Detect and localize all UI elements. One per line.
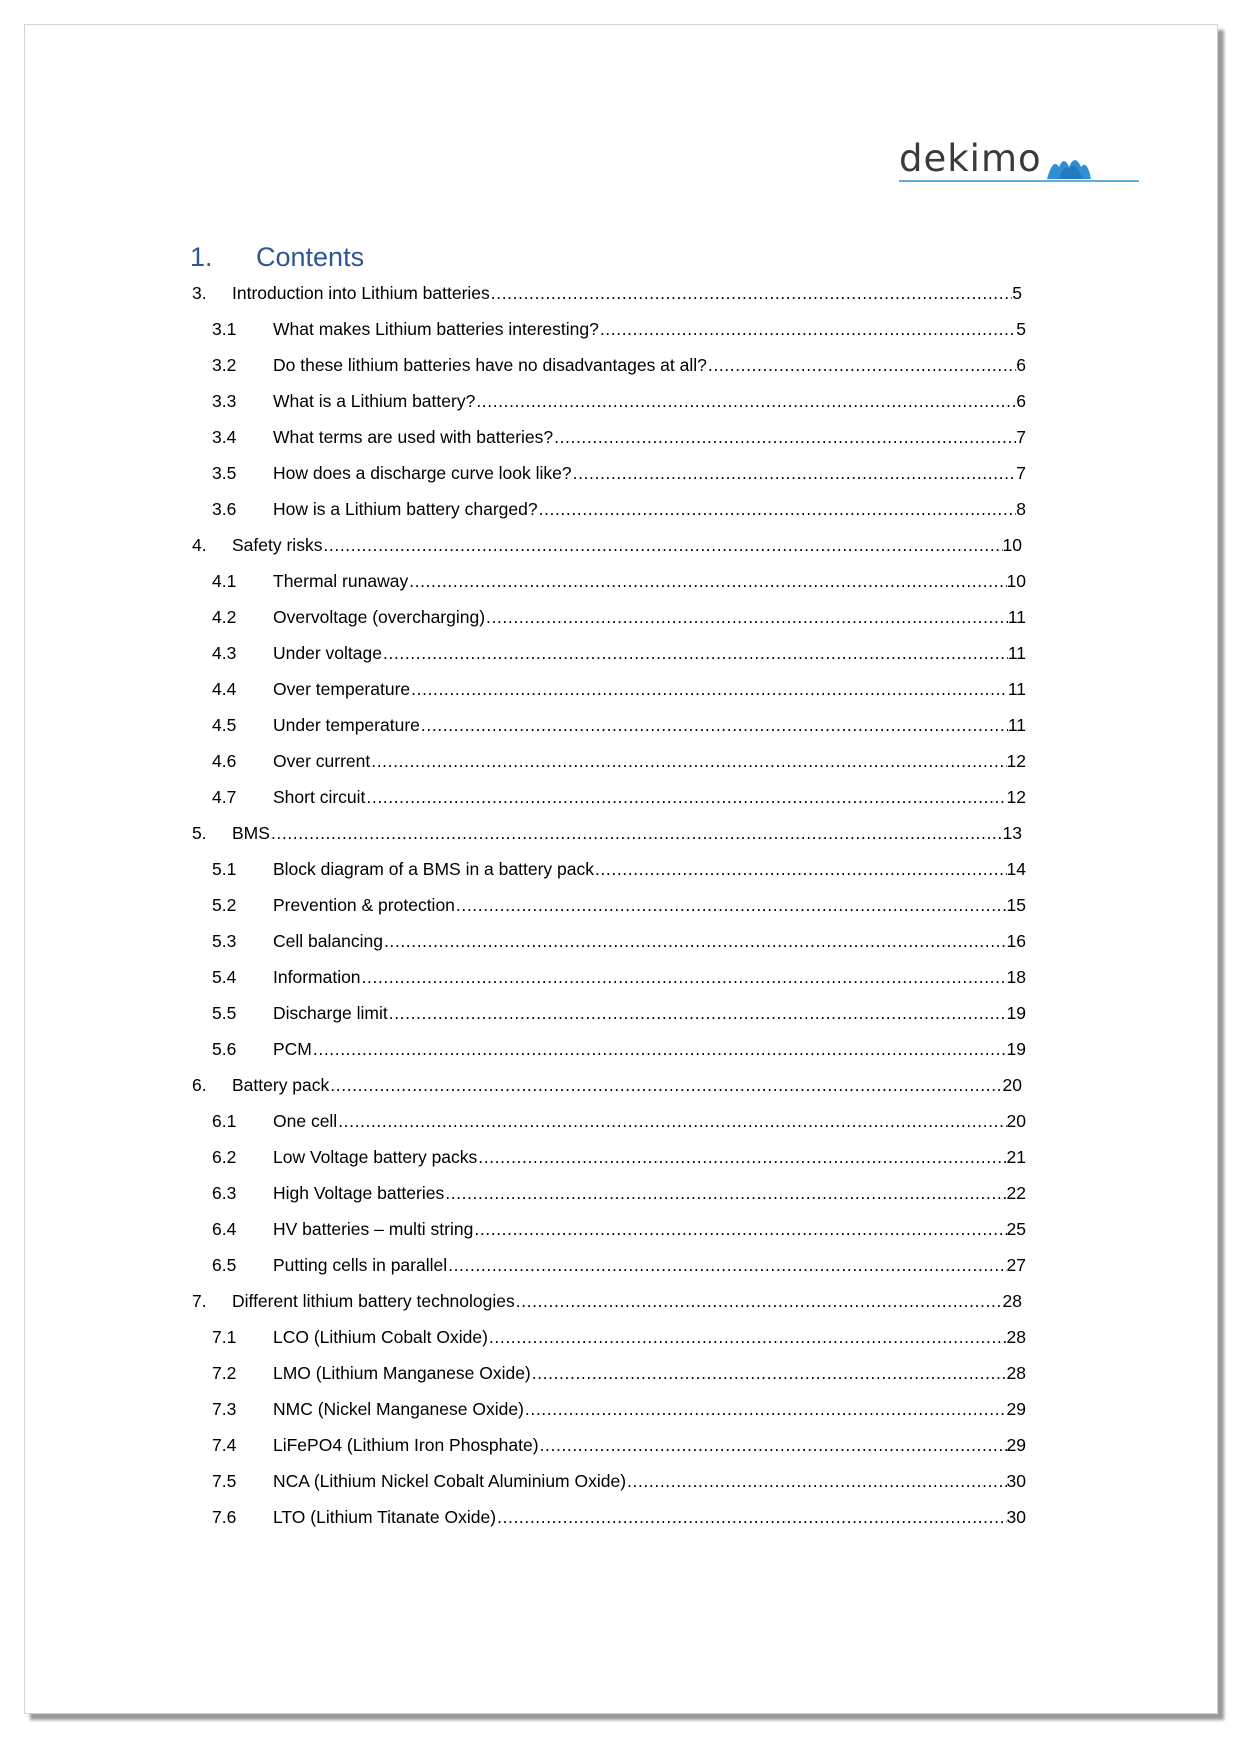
toc-dot-leader	[337, 1107, 1006, 1135]
toc-entry-title: Under temperature	[273, 715, 420, 735]
toc-entry-number: 3.	[192, 283, 207, 303]
toc-dot-leader	[444, 1179, 1006, 1207]
toc-entry-page: 6	[1016, 391, 1026, 411]
toc-entry[interactable]	[212, 459, 1026, 487]
toc-entry-number: 3.2	[212, 355, 237, 375]
toc-entry-page: 11	[1007, 607, 1026, 627]
toc-entry-number: 7.1	[212, 1327, 237, 1347]
toc-entry-number: 7.5	[212, 1471, 237, 1491]
toc-entry-page: 11	[1007, 715, 1026, 735]
toc-dot-leader	[553, 423, 1016, 451]
toc-entry-number: 4.1	[212, 571, 237, 591]
toc-dot-leader	[599, 315, 1016, 343]
toc-entry[interactable]	[212, 963, 1026, 991]
toc-entry[interactable]	[212, 1323, 1026, 1351]
toc-entry-number: 5.3	[212, 931, 237, 951]
toc-entry[interactable]	[212, 1359, 1026, 1387]
toc-entry-number: 4.6	[212, 751, 237, 771]
toc-entry[interactable]	[212, 711, 1026, 739]
toc-entry-number: 4.7	[212, 787, 237, 807]
toc-entry-page: 6	[1016, 355, 1026, 375]
toc-entry-title: PCM	[273, 1039, 312, 1059]
toc-entry-title: Over current	[273, 751, 371, 771]
toc-entry-page: 28	[1002, 1291, 1022, 1311]
toc-entry-page: 5	[1016, 319, 1026, 339]
toc-dot-leader	[322, 531, 1002, 559]
toc-entry[interactable]	[212, 1035, 1026, 1063]
toc-dot-leader	[477, 1143, 1006, 1171]
toc-entry-title: NMC (Nickel Manganese Oxide)	[273, 1399, 524, 1419]
toc-dot-leader	[473, 1215, 1006, 1243]
toc-entry[interactable]	[212, 639, 1026, 667]
toc-entry-title: NCA (Lithium Nickel Cobalt Aluminium Oxide)	[273, 1471, 627, 1491]
toc-entry[interactable]	[192, 531, 1022, 559]
toc-entry-number: 7.3	[212, 1399, 237, 1419]
toc-entry-title: Introduction into Lithium batteries	[232, 283, 490, 303]
toc-entry[interactable]	[212, 891, 1026, 919]
toc-entry-title: Over temperature	[273, 679, 411, 699]
toc-entry-number: 6.1	[212, 1111, 237, 1131]
toc-entry[interactable]	[212, 1107, 1026, 1135]
toc-dot-leader	[382, 639, 1008, 667]
toc-entry-title: Prevention & protection	[273, 895, 455, 915]
toc-entry-page: 13	[1002, 823, 1022, 843]
toc-dot-leader	[496, 1503, 1006, 1531]
toc-entry-number: 3.3	[212, 391, 237, 411]
toc-entry-title: Discharge limit	[273, 1003, 388, 1023]
toc-entry-page: 7	[1016, 463, 1026, 483]
toc-entry-title: Under voltage	[273, 643, 382, 663]
toc-entry-title: High Voltage batteries	[273, 1183, 445, 1203]
toc-entry-title: Different lithium battery technologies	[232, 1291, 515, 1311]
toc-entry-page: 14	[1006, 859, 1026, 879]
toc-entry[interactable]	[212, 495, 1026, 523]
toc-entry-number: 4.5	[212, 715, 237, 735]
toc-dot-leader	[329, 1071, 1002, 1099]
toc-dot-leader	[370, 747, 1006, 775]
toc-entry-title: Information	[273, 967, 361, 987]
toc-entry[interactable]	[212, 1431, 1026, 1459]
toc-entry-number: 7.2	[212, 1363, 237, 1383]
toc-entry-page: 15	[1006, 895, 1026, 915]
toc-entry-number: 6.2	[212, 1147, 237, 1167]
toc-entry-number: 4.2	[212, 607, 237, 627]
toc-dot-leader	[361, 963, 1007, 991]
contents-heading-number: 1.	[190, 242, 213, 272]
contents-heading-title: Contents	[256, 242, 365, 272]
toc-dot-leader	[455, 891, 1007, 919]
toc-dot-leader	[408, 567, 1006, 595]
toc-dot-leader	[531, 1359, 1007, 1387]
toc-entry-title: LMO (Lithium Manganese Oxide)	[273, 1363, 531, 1383]
toc-entry[interactable]	[212, 747, 1026, 775]
toc-entry-number: 4.3	[212, 643, 237, 663]
toc-entry-number: 3.1	[212, 319, 237, 339]
toc-entry-number: 7.	[192, 1291, 207, 1311]
toc-entry-number: 3.4	[212, 427, 237, 447]
toc-entry-title: Battery pack	[232, 1075, 330, 1095]
toc-entry-page: 28	[1006, 1363, 1026, 1383]
toc-entry-title: HV batteries – multi string	[273, 1219, 474, 1239]
toc-entry-page: 29	[1006, 1435, 1026, 1455]
toc-entry[interactable]	[212, 855, 1026, 883]
toc-entry[interactable]	[212, 783, 1026, 811]
toc-entry-title: Overvoltage (overcharging)	[273, 607, 486, 627]
toc-entry-page: 12	[1006, 787, 1026, 807]
toc-entry-title: LCO (Lithium Cobalt Oxide)	[273, 1327, 488, 1347]
toc-dot-leader	[539, 1431, 1007, 1459]
toc-entry-page: 20	[1006, 1111, 1026, 1131]
toc-entry-page: 28	[1006, 1327, 1026, 1347]
toc-dot-leader	[524, 1395, 1007, 1423]
toc-dot-leader	[365, 783, 1006, 811]
toc-entry-title: What makes Lithium batteries interesting?	[273, 319, 599, 339]
toc-entry[interactable]	[212, 351, 1026, 379]
toc-entry-title: Thermal runaway	[273, 571, 409, 591]
toc-entry[interactable]	[192, 1071, 1022, 1099]
toc-entry-page: 10	[1002, 535, 1022, 555]
toc-dot-leader	[538, 495, 1017, 523]
toc-entry-number: 5.1	[212, 859, 237, 879]
toc-entry-number: 3.5	[212, 463, 237, 483]
logo-wordmark: dekimo	[899, 137, 1042, 180]
toc-entry-title: Block diagram of a BMS in a battery pack	[273, 859, 594, 879]
toc-entry-number: 6.	[192, 1075, 207, 1095]
toc-dot-leader	[312, 1035, 1007, 1063]
toc-entry[interactable]	[192, 1287, 1022, 1315]
toc-entry-page: 19	[1006, 1003, 1026, 1023]
toc-entry[interactable]	[212, 927, 1026, 955]
toc-entry-title: One cell	[273, 1111, 338, 1131]
toc-entry-title: Putting cells in parallel	[273, 1255, 448, 1275]
toc-dot-leader	[572, 459, 1017, 487]
toc-entry-page: 12	[1006, 751, 1026, 771]
toc-entry-page: 25	[1006, 1219, 1026, 1239]
toc-entry-title: LiFePO4 (Lithium Iron Phosphate)	[273, 1435, 539, 1455]
toc-entry-page: 10	[1006, 571, 1026, 591]
toc-entry-page: 8	[1016, 499, 1026, 519]
contents-heading	[190, 240, 364, 274]
toc-entry[interactable]	[212, 315, 1026, 343]
toc-entry-title: LTO (Lithium Titanate Oxide)	[273, 1507, 497, 1527]
toc-entry-page: 16	[1006, 931, 1026, 951]
toc-dot-leader	[383, 927, 1007, 955]
toc-entry-page: 11	[1007, 643, 1026, 663]
toc-entry-title: Low Voltage battery packs	[273, 1147, 478, 1167]
toc-entry-number: 3.6	[212, 499, 237, 519]
toc-entry[interactable]	[212, 1467, 1026, 1495]
toc-entry-number: 6.4	[212, 1219, 237, 1239]
toc-dot-leader	[447, 1251, 1006, 1279]
toc-entry-page: 21	[1006, 1147, 1026, 1167]
toc-entry-title: Short circuit	[273, 787, 366, 807]
toc-entry[interactable]	[212, 1251, 1026, 1279]
toc-entry-page: 22	[1006, 1183, 1026, 1203]
dekimo-logo	[899, 139, 1139, 189]
toc-entry-title: What terms are used with batteries?	[273, 427, 554, 447]
toc-entry-page: 5	[1012, 283, 1022, 303]
toc-entry-title: How is a Lithium battery charged?	[273, 499, 538, 519]
toc-entry-title: How does a discharge curve look like?	[273, 463, 572, 483]
toc-entry-number: 5.6	[212, 1039, 237, 1059]
toc-entry-number: 5.5	[212, 1003, 237, 1023]
toc-entry[interactable]	[212, 423, 1026, 451]
toc-entry-page: 19	[1006, 1039, 1026, 1059]
toc-dot-leader	[475, 387, 1016, 415]
toc-entry[interactable]	[212, 603, 1026, 631]
toc-entry-page: 20	[1002, 1075, 1022, 1095]
toc-entry[interactable]	[212, 1143, 1026, 1171]
toc-entry-title: What is a Lithium battery?	[273, 391, 476, 411]
toc-entry-number: 5.	[192, 823, 207, 843]
toc-dot-leader	[515, 1287, 1003, 1315]
toc-entry-number: 4.	[192, 535, 207, 555]
toc-dot-leader	[707, 351, 1016, 379]
toc-entry-page: 30	[1006, 1471, 1026, 1491]
toc-entry-number: 5.4	[212, 967, 237, 987]
toc-entry[interactable]	[212, 1179, 1026, 1207]
toc-entry-page: 11	[1007, 679, 1026, 699]
toc-entry-number: 6.3	[212, 1183, 237, 1203]
toc-entry[interactable]	[192, 279, 1022, 307]
toc-dot-leader	[488, 1323, 1007, 1351]
toc-entry-number: 5.2	[212, 895, 237, 915]
toc-entry[interactable]	[192, 819, 1022, 847]
toc-entry[interactable]	[212, 1215, 1026, 1243]
toc-entry-title: Do these lithium batteries have no disadvantages at all?	[273, 355, 707, 375]
toc-entry-title: Cell balancing	[273, 931, 383, 951]
toc-entry-page: 18	[1006, 967, 1026, 987]
toc-dot-leader	[270, 819, 1003, 847]
toc-entry-page: 29	[1006, 1399, 1026, 1419]
toc-entry-number: 7.4	[212, 1435, 237, 1455]
toc-dot-leader	[410, 675, 1008, 703]
toc-dot-leader	[626, 1467, 1006, 1495]
toc-entry-page: 30	[1006, 1507, 1026, 1527]
toc-entry[interactable]	[212, 675, 1026, 703]
toc-dot-leader	[490, 279, 1012, 307]
toc-entry[interactable]	[212, 999, 1026, 1027]
toc-entry[interactable]	[212, 1503, 1026, 1531]
toc-dot-leader	[420, 711, 1008, 739]
toc-entry-number: 4.4	[212, 679, 237, 699]
toc-entry-title: BMS	[232, 823, 270, 843]
toc-entry[interactable]	[212, 387, 1026, 415]
toc-entry-page: 7	[1016, 427, 1026, 447]
toc-dot-leader	[485, 603, 1008, 631]
toc-entry-number: 6.5	[212, 1255, 237, 1275]
toc-dot-leader	[388, 999, 1007, 1027]
toc-entry[interactable]	[212, 567, 1026, 595]
toc-entry-page: 27	[1006, 1255, 1026, 1275]
toc-entry-number: 7.6	[212, 1507, 237, 1527]
toc-entry[interactable]	[212, 1395, 1026, 1423]
toc-dot-leader	[594, 855, 1007, 883]
toc-entry-title: Safety risks	[232, 535, 323, 555]
